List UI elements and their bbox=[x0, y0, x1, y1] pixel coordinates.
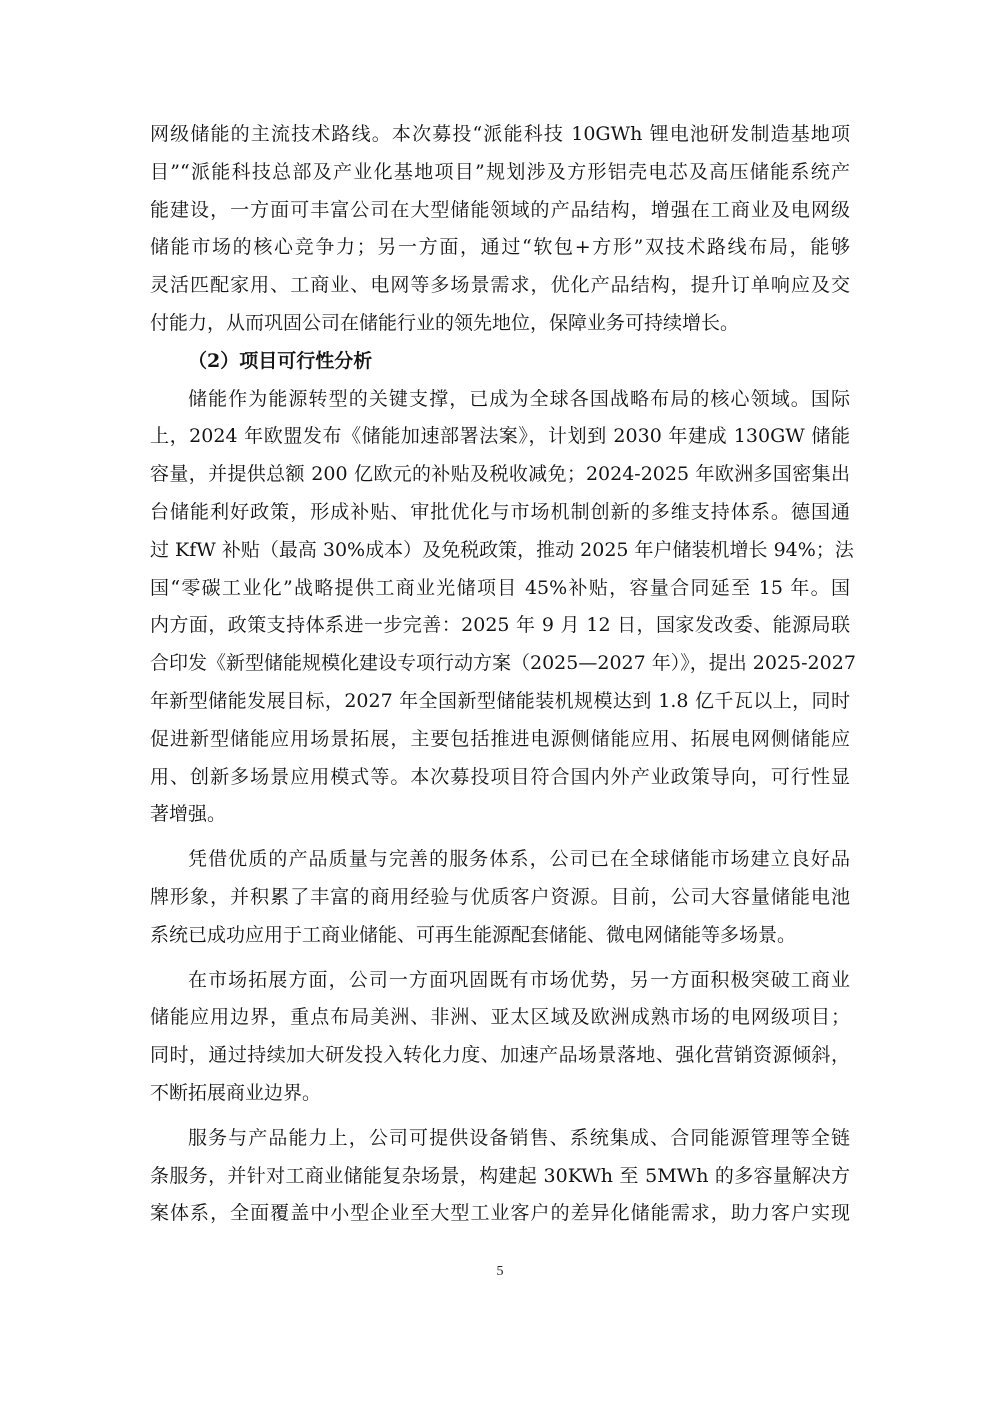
text-line: 年新型储能发展目标，2027 年全国新型储能装机规模达到 1.8 亿千瓦以上，同时 bbox=[150, 689, 850, 712]
text-line: 促进新型储能应用场景拓展，主要包括推进电源侧储能应用、拓展电网侧储能应 bbox=[150, 727, 850, 750]
paragraph-brand-image bbox=[150, 841, 850, 954]
paragraph-service-capability bbox=[150, 1120, 850, 1233]
text-line: 能建设，一方面可丰富公司在大型储能领域的产品结构，增强在工商业及电网级 bbox=[150, 198, 850, 221]
text-line: 用、创新多场景应用模式等。本次募投项目符合国内外产业政策导向，可行性显 bbox=[150, 765, 850, 788]
text-line: 同时，通过持续加大研发投入转化力度、加速产品场景落地、强化营销资源倾斜， bbox=[150, 1044, 850, 1067]
text-line: 合印发《新型储能规模化建设专项行动方案（2025—2027 年）》，提出 2025-2027 bbox=[150, 652, 856, 675]
text-line: 凭借优质的产品质量与完善的服务体系，公司已在全球储能市场建立良好品 bbox=[188, 848, 850, 871]
paragraph-policy-support bbox=[150, 381, 856, 835]
text-line: 牌形象，并积累了丰富的商用经验与优质客户资源。目前，公司大容量储能电池 bbox=[150, 885, 850, 908]
text-line: 付能力，从而巩固公司在储能行业的领先地位，保障业务可持续增长。 bbox=[150, 311, 740, 334]
text-line: 灵活匹配家用、工商业、电网等多场景需求，优化产品结构，提升订单响应及交 bbox=[150, 274, 850, 297]
text-line: 过 KfW 补贴（最高 30%成本）及免税政策，推动 2025 年户储装机增长 94%；法 bbox=[150, 538, 854, 561]
text-line: 台储能利好政策，形成补贴、审批优化与市场机制创新的多维支持体系。德国通 bbox=[150, 500, 850, 523]
section-heading bbox=[150, 343, 850, 381]
text-line: 内方面，政策支持体系进一步完善：2025 年 9 月 12 日，国家发改委、能源局联 bbox=[150, 614, 850, 637]
text-line: 不断拓展商业边界。 bbox=[150, 1081, 322, 1104]
heading-feasibility-analysis: （2）项目可行性分析 bbox=[188, 349, 373, 372]
text-line: 储能作为能源转型的关键支撑，已成为全球各国战略布局的核心领域。国际 bbox=[188, 387, 850, 410]
text-line: 储能应用边界，重点布局美洲、非洲、亚太区域及欧洲成熟市场的电网级项目； bbox=[150, 1006, 850, 1029]
text-line: 系统已成功应用于工商业储能、可再生能源配套储能、微电网储能等多场景。 bbox=[150, 923, 797, 946]
text-line: 上，2024 年欧盟发布《储能加速部署法案》，计划到 2030 年建成 130GW 储能 bbox=[150, 425, 850, 448]
text-line: 国“零碳工业化”战略提供工商业光储项目 45%补贴，容量合同延至 15 年。国 bbox=[150, 576, 850, 599]
document-body bbox=[150, 116, 856, 1233]
text-line: 网级储能的主流技术路线。本次募投“派能科技 10GWh 锂电池研发制造基地项 bbox=[150, 123, 850, 145]
text-line: 案体系，全面覆盖中小型企业至大型工业客户的差异化储能需求，助力客户实现 bbox=[150, 1202, 850, 1225]
text-line: 目”“派能科技总部及产业化基地项目”规划涉及方形铝壳电芯及高压储能系统产 bbox=[150, 160, 850, 183]
paragraph-technology-route bbox=[150, 116, 850, 343]
page-number: 5 bbox=[496, 1264, 504, 1279]
text-line: 储能市场的核心竞争力；另一方面，通过“软包+方形”双技术路线布局，能够 bbox=[150, 236, 850, 259]
text-line: 条服务，并针对工商业储能复杂场景，构建起 30KWh 至 5MWh 的多容量解决方 bbox=[150, 1164, 850, 1187]
text-line: 容量，并提供总额 200 亿欧元的补贴及税收减免；2024-2025 年欧洲多国密集出 bbox=[150, 463, 850, 486]
paragraph-market-expansion bbox=[150, 962, 850, 1113]
text-line: 著增强。 bbox=[150, 803, 227, 826]
text-line: 在市场拓展方面，公司一方面巩固既有市场优势，另一方面积极突破工商业 bbox=[188, 968, 850, 991]
text-line: 服务与产品能力上，公司可提供设备销售、系统集成、合同能源管理等全链 bbox=[188, 1126, 850, 1149]
